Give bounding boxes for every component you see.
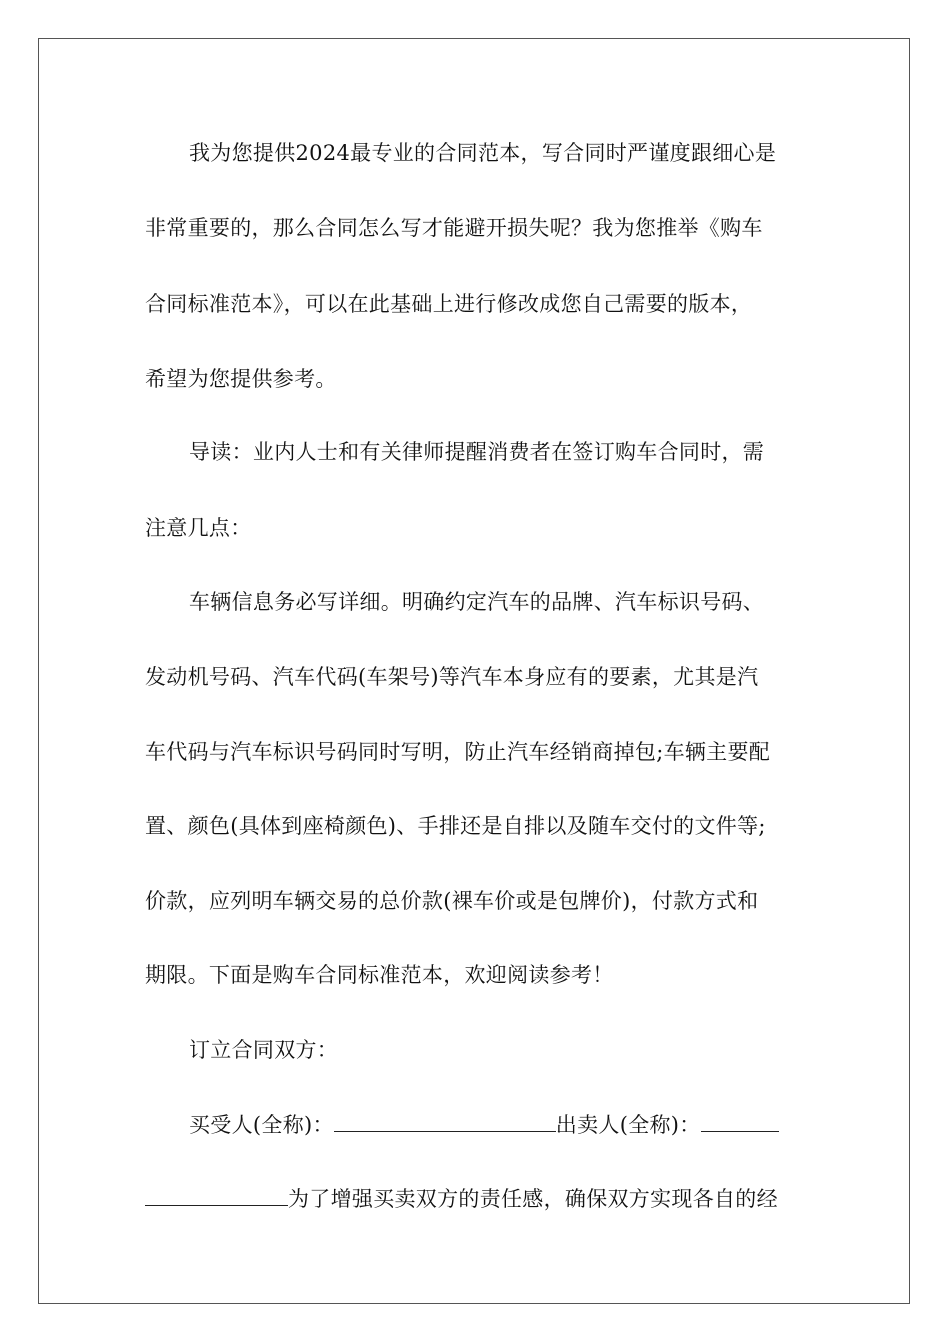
paragraph-3-line-4: 置、颜色(具体到座椅颜色)、手排还是自排以及随车交付的文件等; (145, 814, 766, 838)
paragraph-3-line-6: 期限。下面是购车合同标准范本，欢迎阅读参考！ (145, 963, 614, 987)
paragraph-1-line-1: 我为您提供2024最专业的合同范本，写合同时严谨度跟细心是 (189, 141, 777, 165)
paragraph-2-line-2: 注意几点： (145, 516, 252, 540)
paragraph-3-line-2: 发动机号码、汽车代码(车架号)等汽车本身应有的要素，尤其是汽 (145, 665, 759, 689)
continuation-text: 为了增强买卖双方的责任感，确保双方实现各自的经 (288, 1187, 778, 1211)
paragraph-1-line-4: 希望为您提供参考。 (145, 367, 337, 391)
paragraph-3-line-5: 价款，应列明车辆交易的总价款(裸车价或是包牌价)，付款方式和 (145, 889, 759, 913)
paragraph-2-line-1: 导读：业内人士和有关律师提醒消费者在签订购车合同时，需 (189, 440, 765, 464)
seller-label: 出卖人(全称)： (555, 1113, 701, 1137)
buyer-name-blank[interactable] (334, 1111, 556, 1132)
paragraph-4-line-1: 订立合同双方： (189, 1038, 339, 1062)
seller-name-blank-end[interactable] (145, 1185, 288, 1206)
paragraph-1-line-2: 非常重要的，那么合同怎么写才能避开损失呢？我为您推举《购车 (145, 216, 763, 240)
parties-line (189, 1111, 815, 1139)
parties-continuation-line (145, 1185, 815, 1213)
buyer-label: 买受人(全称)： (189, 1113, 334, 1137)
paragraph-3-line-1: 车辆信息务必写详细。明确约定汽车的品牌、汽车标识号码、 (189, 590, 765, 614)
paragraph-3-line-3: 车代码与汽车标识号码同时写明，防止汽车经销商掉包;车辆主要配 (145, 740, 771, 764)
paragraph-1-line-3: 合同标准范本》，可以在此基础上进行修改成您自己需要的版本， (145, 292, 753, 316)
seller-name-blank-start[interactable] (701, 1111, 779, 1132)
